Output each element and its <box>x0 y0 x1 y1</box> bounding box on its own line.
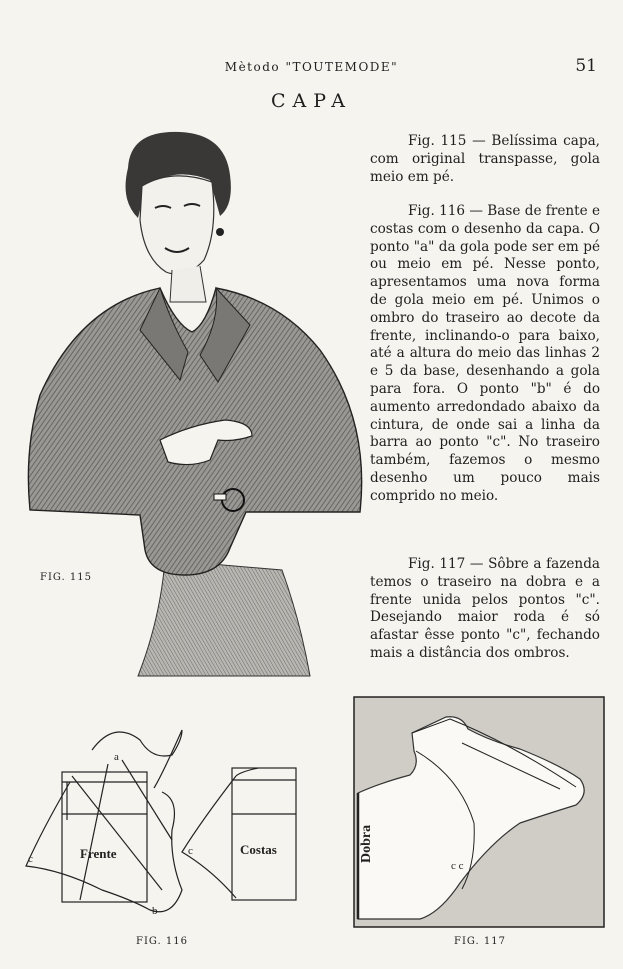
paragraph-fig115: Fig. 115 — Belíssima capa, com original transpasse, gola meio em pé. <box>370 133 600 185</box>
label-c-back: c <box>188 845 193 857</box>
section-title: CAPA <box>270 90 353 112</box>
fig115-caption: FIG. 115 <box>40 572 92 583</box>
fig116-caption: FIG. 116 <box>136 936 188 947</box>
label-c-front: c <box>28 853 33 865</box>
page-number: 51 <box>575 56 597 76</box>
label-frente: Frente <box>80 846 117 861</box>
label-costas: Costas <box>240 842 277 857</box>
fig117-caption: FIG. 117 <box>454 936 506 947</box>
label-c-pair: c c <box>451 860 464 872</box>
fig116-diagram <box>22 720 322 920</box>
label-b: b <box>152 905 158 917</box>
fig117-diagram <box>350 693 608 933</box>
label-dobra: Dobra <box>359 824 374 863</box>
label-a: a <box>114 751 119 763</box>
fig115-illustration <box>20 120 380 680</box>
paragraph-fig116: Fig. 116 — Base de frente e costas com o desenho da capa. O ponto "a" da gola pode ser em pé ou meio em pé. Nesse ponto, apresentamos uma nova forma de gola meio em pé. Unimos o ombro do traseiro ao decote da frente, inclinando-o para baixo, até a altura do meio das linhas 2 e 5 da base, desenhando a gola para fora. O ponto "b" é do aumento arredondado abaixo da cintura, de onde sai a linha da barra ao ponto "c". No traseiro também, fazemos o mesmo desenho um pouco mais comprido no meio. <box>370 203 601 504</box>
running-header: Mètodo "TOUTEMODE" <box>224 60 399 74</box>
paragraph-fig117: Fig. 117 — Sôbre a fazenda temos o traseiro na dobra e a frente unida pelos pontos "c". Desejando maior roda é só afastar êsse ponto "c", fechando mais a distância dos ombros. <box>370 556 600 661</box>
